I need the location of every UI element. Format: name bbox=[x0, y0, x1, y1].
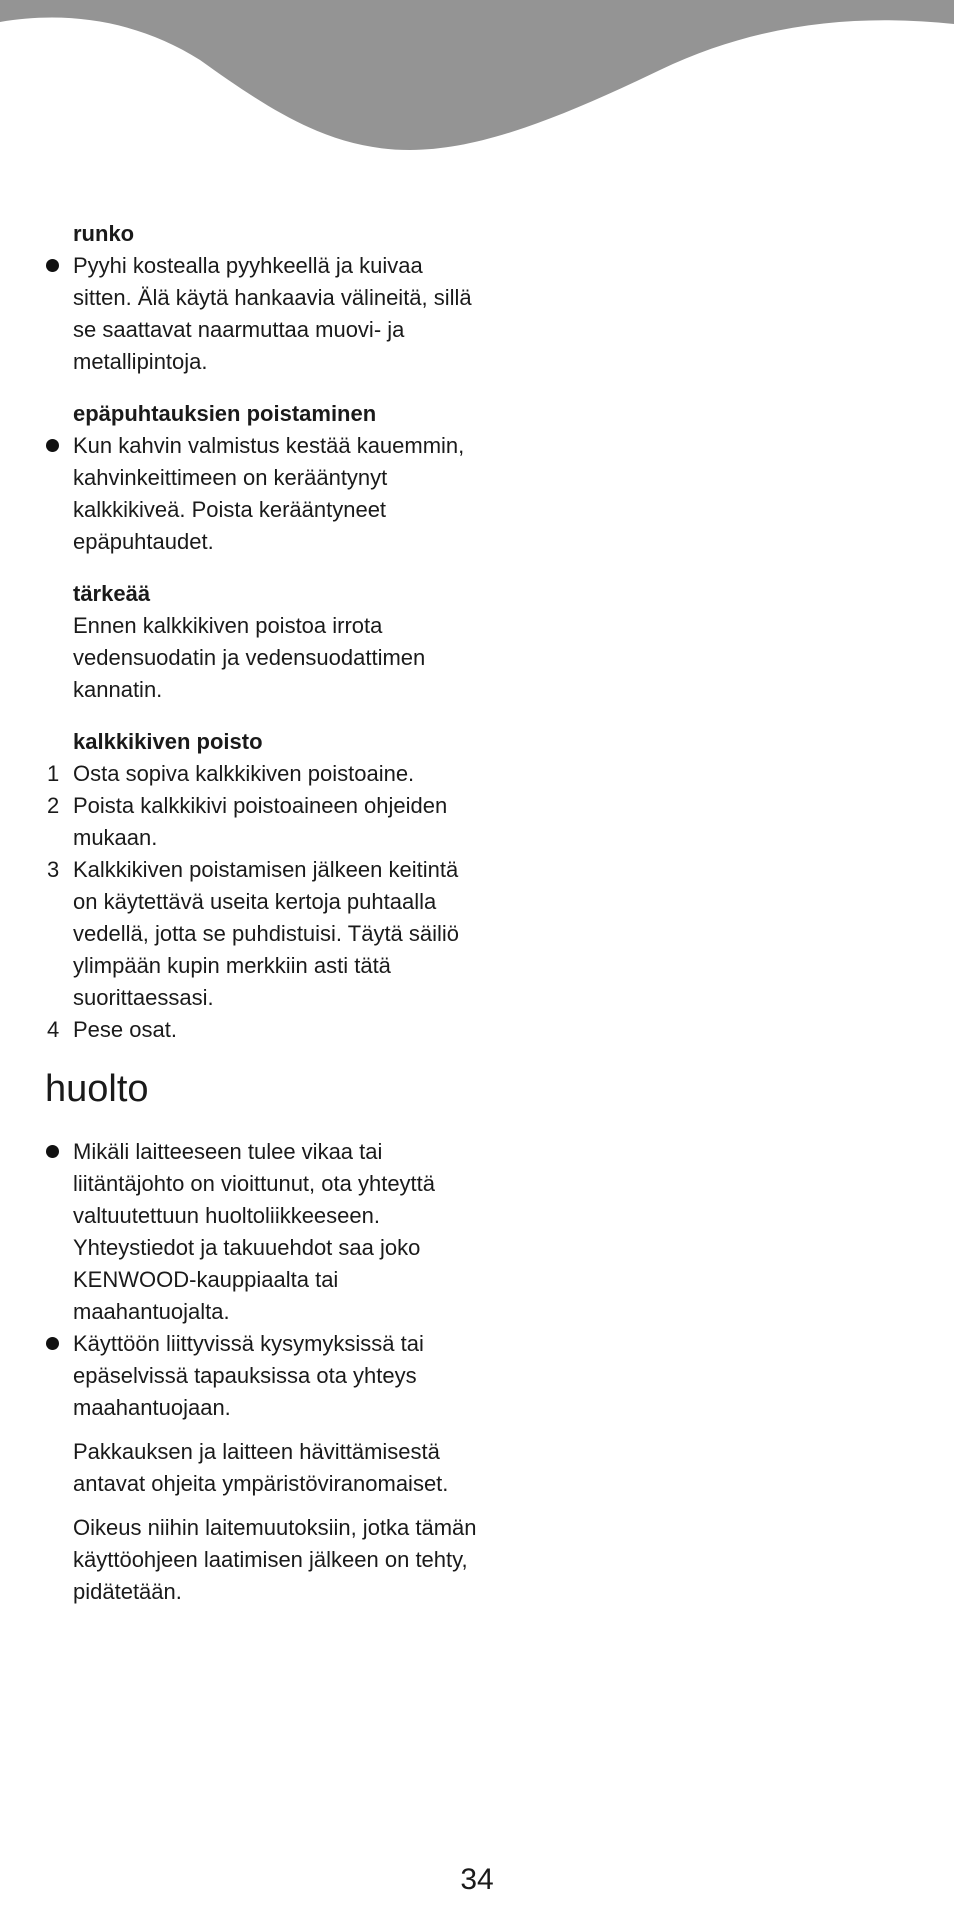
list-item-text: Kun kahvin valmistus kestää kauemmin, kahvinkeittimeen on kerääntynyt kalkkikiveä. Poista kerääntyneet epäpuhtaudet. bbox=[73, 433, 465, 554]
list-item bbox=[45, 1136, 485, 1328]
step-number: 3 bbox=[47, 857, 60, 882]
step-text: Kalkkikiven poistamisen jälkeen keitintä on käytettävä useita kertoja puhtaalla vedellä, jotta se puhdistuisi. Täytä säiliö ylimpään kupin merkkiin asti tätä suorittaessasi. bbox=[73, 857, 460, 1010]
section-runko bbox=[45, 218, 485, 378]
section-epapuhtaudet bbox=[45, 398, 485, 558]
step-item bbox=[45, 854, 485, 1014]
section-huolto bbox=[45, 1066, 485, 1608]
step-item bbox=[45, 758, 485, 790]
list-item-text: Mikäli laitteeseen tulee vikaa tai liitäntäjohto on vioittunut, ota yhteyttä valtuutettuun huoltoliikkeeseen. Yhteystiedot ja takuuehdot saa joko KENWOOD-kauppiaalta tai maahantuojalta. bbox=[73, 1139, 436, 1324]
list-item bbox=[45, 1328, 485, 1424]
step-number: 2 bbox=[47, 793, 60, 818]
page-content bbox=[45, 218, 485, 1628]
step-text: Poista kalkkikivi poistoaineen ohjeiden mukaan. bbox=[73, 793, 448, 850]
section-heading: tärkeää bbox=[73, 581, 151, 606]
section-kalkkikiven-poisto bbox=[45, 726, 485, 1046]
section-heading: epäpuhtauksien poistaminen bbox=[73, 401, 377, 426]
step-number: 1 bbox=[47, 761, 60, 786]
list-item bbox=[45, 250, 485, 378]
step-number: 4 bbox=[47, 1017, 60, 1042]
disposal-paragraph: Pakkauksen ja laitteen hävittämisestä antavat ohjeita ympäristöviranomaiset. bbox=[73, 1439, 449, 1496]
bullet-icon bbox=[46, 259, 59, 272]
bullet-icon bbox=[46, 1337, 59, 1350]
list-item bbox=[45, 430, 485, 558]
section-heading: runko bbox=[73, 221, 135, 246]
section-heading: kalkkikiven poisto bbox=[73, 729, 263, 754]
bullet-icon bbox=[46, 1145, 59, 1158]
header-wave-decoration bbox=[0, 0, 954, 200]
rights-paragraph: Oikeus niihin laitemuutoksiin, jotka tämän käyttöohjeen laatimisen jälkeen on tehty, pidätetään. bbox=[73, 1515, 477, 1604]
list-item-text: Käyttöön liittyvissä kysymyksissä tai epäselvissä tapauksissa ota yhteys maahantuojaan. bbox=[73, 1331, 424, 1420]
page-number: 34 bbox=[460, 1863, 494, 1896]
section-title: huolto bbox=[45, 1068, 149, 1110]
section-tarkeaa bbox=[45, 578, 485, 706]
step-item bbox=[45, 1014, 485, 1046]
warning-text: Ennen kalkkikiven poistoa irrota vedensuodatin ja vedensuodattimen kannatin. bbox=[73, 613, 426, 702]
step-item bbox=[45, 790, 485, 854]
list-item-text: Pyyhi kostealla pyyhkeellä ja kuivaa sitten. Älä käytä hankaavia välineitä, sillä se saattavat naarmuttaa muovi- ja metallipintoja. bbox=[73, 253, 472, 374]
step-text: Osta sopiva kalkkikiven poistoaine. bbox=[73, 761, 415, 786]
step-text: Pese osat. bbox=[73, 1017, 177, 1042]
bullet-icon bbox=[46, 439, 59, 452]
